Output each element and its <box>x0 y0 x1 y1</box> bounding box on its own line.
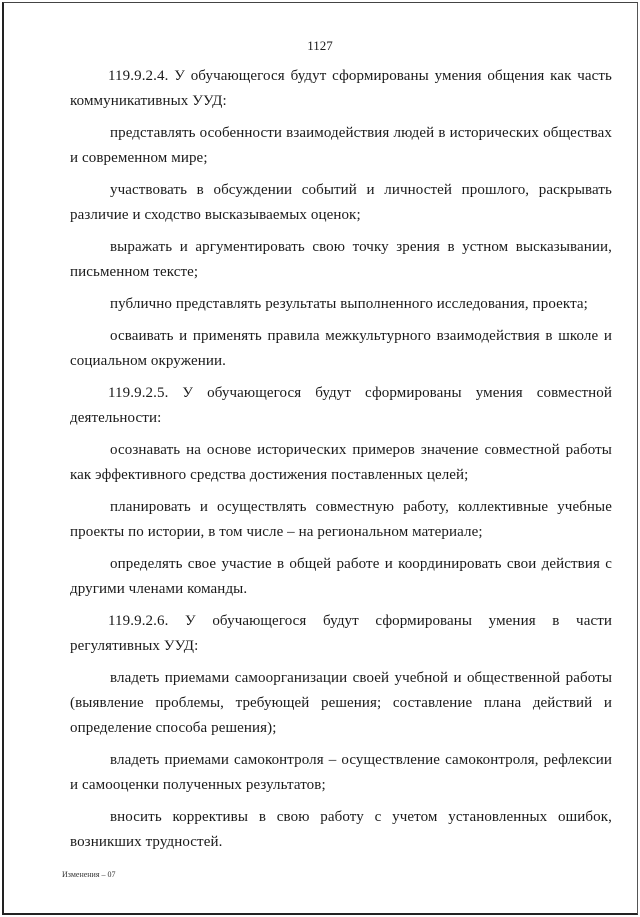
section-heading-119-9-2-4: 119.9.2.4. У обучающегося будут сформированы умения общения как часть коммуникативных УУД: <box>70 68 612 109</box>
page-number: 1127 <box>307 38 333 53</box>
list-item: представлять особенности взаимодействия людей в исторических обществах и современном мире; <box>70 125 612 166</box>
section-heading-119-9-2-5: 119.9.2.5. У обучающегося будут сформированы умения совместной деятельности: <box>70 385 612 426</box>
list-item: осознавать на основе исторических примеров значение совместной работы как эффективного средства достижения поставленных целей; <box>70 442 612 483</box>
list-item: участвовать в обсуждении событий и личностей прошлого, раскрывать различие и сходство высказываемых оценок; <box>70 182 612 223</box>
revision-note: Изменения – 07 <box>62 870 116 879</box>
list-item: планировать и осуществлять совместную работу, коллективные учебные проекты по истории, в том числе – на региональном материале; <box>70 499 612 540</box>
document-body <box>70 64 612 862</box>
list-item: вносить коррективы в свою работу с учетом установленных ошибок, возникших трудностей. <box>70 809 612 850</box>
list-item: публично представлять результаты выполненного исследования, проекта; <box>110 296 588 312</box>
list-item: владеть приемами самоконтроля – осуществление самоконтроля, рефлексии и самооценки полученных результатов; <box>70 752 612 793</box>
list-item: владеть приемами самоорганизации своей учебной и общественной работы (выявление проблемы, требующей решения; составление плана действий и определение способа решения); <box>70 670 612 736</box>
list-item: осваивать и применять правила межкультурного взаимодействия в школе и социальном окружении. <box>70 328 612 369</box>
section-heading-119-9-2-6: 119.9.2.6. У обучающегося будут сформированы умения в части регулятивных УУД: <box>70 613 612 654</box>
list-item: выражать и аргументировать свою точку зрения в устном высказывании, письменном тексте; <box>70 239 612 280</box>
list-item: определять свое участие в общей работе и координировать свои действия с другими членами команды. <box>70 556 612 597</box>
